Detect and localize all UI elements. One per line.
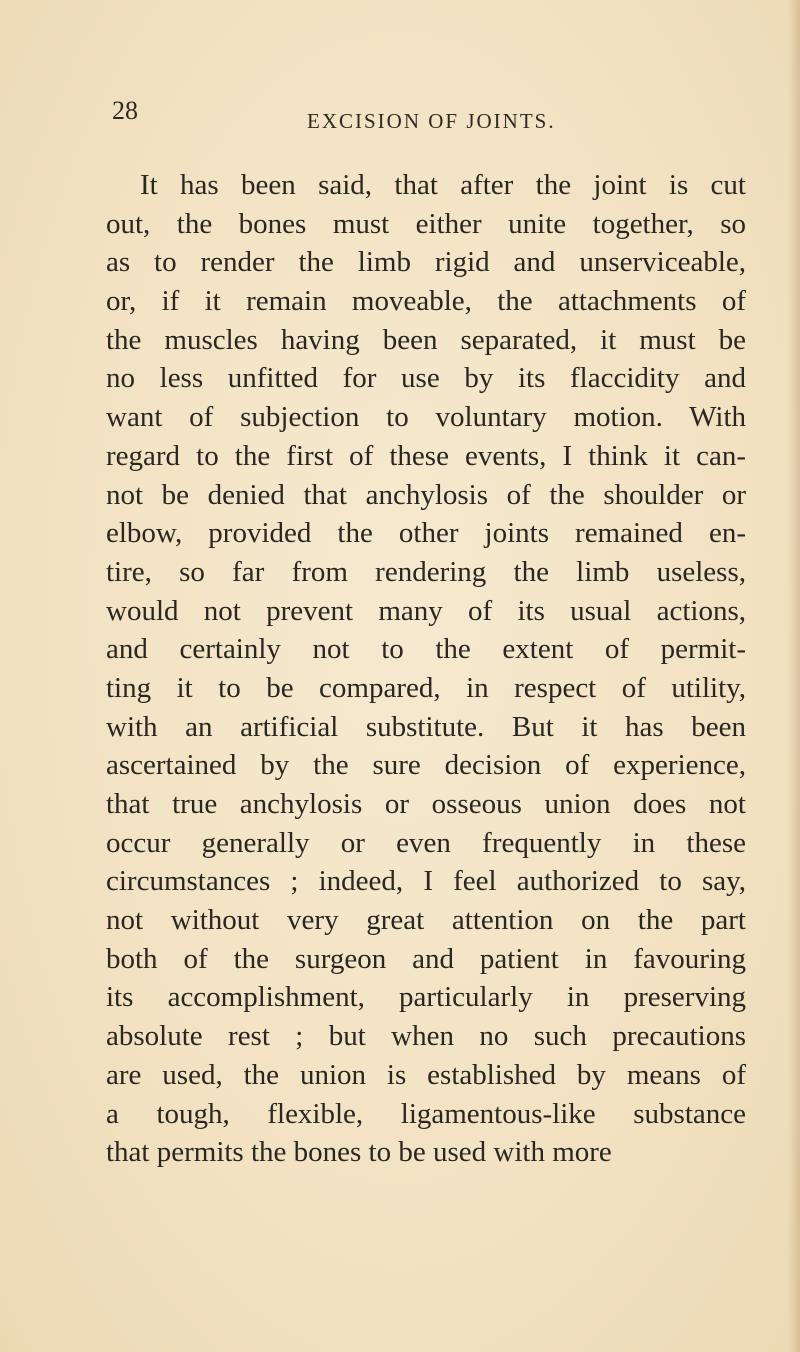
- text-line: a tough, flexible, ligamentous-like substance: [106, 1097, 746, 1130]
- text-line: want of subjection to voluntary motion. With: [106, 401, 746, 434]
- text-line: and certainly not to the extent of permit-: [106, 633, 746, 666]
- text-line: absolute rest ; but when no such precautions: [106, 1020, 746, 1053]
- running-head: EXCISION OF JOINTS.: [307, 109, 556, 133]
- text-line: occur generally or even frequently in these: [106, 826, 746, 859]
- text-line: no less unfitted for use by its flaccidity and: [106, 362, 746, 395]
- text-line: as to render the limb rigid and unserviceable,: [106, 246, 746, 279]
- text-line: ting it to be compared, in respect of utility,: [106, 671, 746, 704]
- text-line: would not prevent many of its usual actions,: [106, 594, 746, 627]
- text-line: not be denied that anchylosis of the shoulder or: [106, 478, 746, 511]
- text-line: both of the surgeon and patient in favouring: [106, 942, 746, 975]
- text-line: its accomplishment, particularly in preserving: [106, 981, 746, 1014]
- page-edge-shadow: [788, 0, 800, 1352]
- text-line: tire, so far from rendering the limb useless,: [106, 555, 746, 588]
- text-line: the muscles having been separated, it must be: [106, 323, 746, 356]
- text-line: regard to the first of these events, I think it can-: [106, 439, 746, 472]
- text-line: or, if it remain moveable, the attachments of: [106, 285, 746, 318]
- text-line: that permits the bones to be used with more: [106, 1136, 612, 1169]
- text-line: that true anchylosis or osseous union does not: [106, 788, 746, 820]
- text-line: It has been said, that after the joint is cut: [140, 169, 746, 201]
- text-line: elbow, provided the other joints remained en-: [106, 517, 746, 550]
- text-line: not without very great attention on the part: [106, 904, 746, 937]
- page-number: 28: [112, 96, 138, 125]
- text-line: out, the bones must either unite together, so: [106, 207, 746, 240]
- text-line: are used, the union is established by means of: [106, 1058, 746, 1091]
- text-line: ascertained by the sure decision of experience,: [106, 749, 746, 782]
- text-line: with an artificial substitute. But it has been: [106, 710, 746, 743]
- body-paragraph: [106, 166, 746, 1172]
- text-line: circumstances ; indeed, I feel authorized to say,: [106, 865, 746, 898]
